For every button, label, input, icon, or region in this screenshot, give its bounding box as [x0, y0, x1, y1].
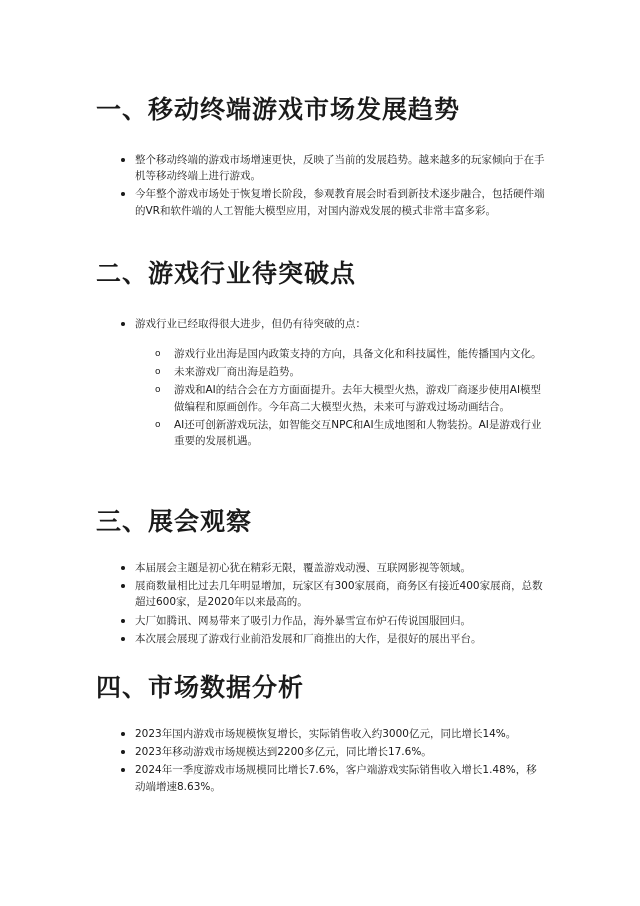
bullet-icon	[121, 637, 125, 641]
section-3-heading: 三、展会观察	[96, 507, 253, 536]
bullet-icon	[121, 566, 125, 570]
list-item: 2023年国内游戏市场规模恢复增长，实际销售收入约3000亿元，同比增长14%。	[0, 726, 545, 742]
list-item: 今年整个游戏市场处于恢复增长阶段，参观教育展会时看到新技术逐步融合，包括硬件端的VR和软件端的人工智能大模型应用，对国内游戏发展的模式非常丰富多彩。	[0, 186, 545, 218]
bullet-icon	[121, 768, 125, 772]
circle-bullet-icon: o	[155, 419, 161, 430]
section-2-sublist	[0, 346, 546, 451]
circle-bullet-icon: o	[155, 385, 161, 396]
list-item: 游戏行业已经取得很大进步，但仍有待突破的点：	[0, 316, 545, 332]
list-item: 2024年一季度游戏市场规模同比增长7.6%，客户端游戏实际销售收入增长1.48%，移动端增速8.63%。	[0, 762, 545, 794]
circle-bullet-icon: o	[155, 367, 161, 378]
list-item: 展商数量相比过去几年明显增加，玩家区有300家展商，商务区有接近400家展商，总数超过600家，是2020年以来最高的。	[0, 578, 545, 610]
section-3-list	[0, 560, 545, 649]
list-item: o AI还可创新游戏玩法，如智能交互NPC和AI生成地图和人物装扮。AI是游戏行业重要的发展机遇。	[155, 418, 542, 448]
bullet-icon	[121, 322, 125, 326]
bullet-icon	[121, 158, 125, 162]
bullet-icon	[121, 584, 125, 588]
list-item: 本届展会主题是初心犹在精彩无限，覆盖游戏动漫、互联网影视等领域。	[0, 560, 545, 576]
bullet-icon	[121, 750, 125, 754]
list-item: o 游戏和AI的结合会在方方面面提升。去年大模型火热，游戏厂商逐步使用AI模型做编程和原画创作。今年高二大模型火热，未来可与游戏过场动画结合。	[155, 384, 542, 413]
list-item: 2023年移动游戏市场规模达到2200多亿元，同比增长17.6%。	[0, 744, 545, 760]
section-1-heading: 一、移动终端游戏市场发展趋势	[96, 95, 461, 124]
list-item: 整个移动终端的游戏市场增速更快，反映了当前的发展趋势。越来越多的玩家倾向于在手机等移动终端上进行游戏。	[0, 152, 545, 184]
section-4-heading: 四、市场数据分析	[96, 673, 305, 702]
bullet-icon	[121, 619, 125, 623]
bullet-icon	[121, 732, 125, 736]
list-item: o 游戏行业出海是国内政策支持的方向，具备文化和科技属性，能传播国内文化。	[155, 348, 542, 360]
section-2-list	[0, 316, 545, 334]
section-4-list	[0, 726, 545, 797]
list-item: 本次展会展现了游戏行业前沿发展和厂商推出的大作，是很好的展出平台。	[0, 631, 545, 647]
circle-bullet-icon: o	[155, 349, 161, 359]
section-1-list	[0, 152, 545, 221]
list-item: o 未来游戏厂商出海是趋势。	[155, 366, 300, 379]
list-item: 大厂如腾讯、网易带来了吸引力作品，海外暴雪宣布炉石传说国服回归。	[0, 613, 545, 629]
bullet-icon	[121, 192, 125, 196]
section-2-heading: 二、游戏行业待突破点	[96, 259, 357, 288]
